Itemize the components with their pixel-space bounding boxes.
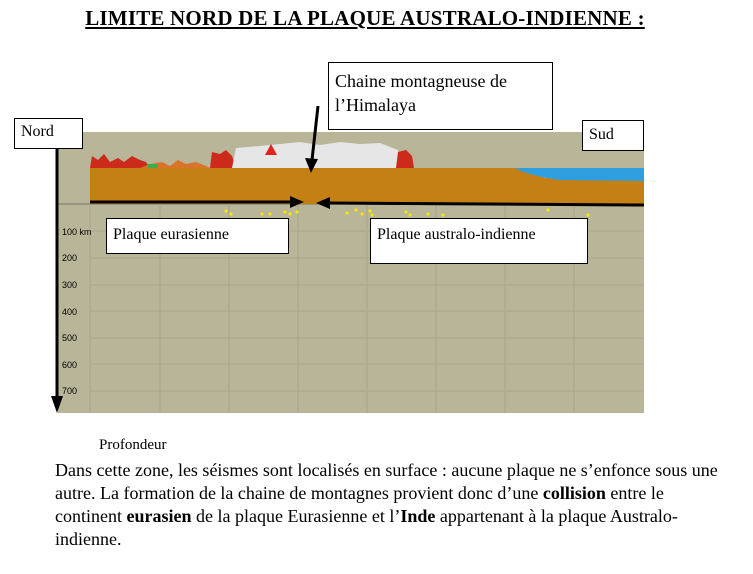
sud-label: Sud [582, 120, 644, 151]
paragraph-text-1: Dans cette zone, les séismes sont localisés en surface : aucune plaque ne s’enfonce sous une autre. La formation de la chaine de montagnes provient donc d’une [55, 460, 718, 503]
eurasian-plate-label: Plaque eurasienne [106, 218, 289, 254]
paragraph-bold-collision: collision [542, 483, 606, 503]
indian-arrow-shaft [328, 203, 644, 205]
depth-axis-label: Profondeur [99, 437, 167, 453]
depth-tick-500: 500 [62, 333, 78, 343]
paragraph-bold-eurasien: eurasien [126, 506, 192, 526]
depth-tick-600: 600 [62, 360, 78, 370]
paragraph-bold-inde: Inde [400, 506, 436, 526]
paragraph-text-3: de la plaque Eurasienne et l’ [191, 506, 401, 526]
depth-tick-300: 300 [62, 280, 78, 290]
depth-tick-100: 100 km [62, 227, 92, 237]
nord-label: Nord [14, 118, 83, 149]
australo-indian-plate-label: Plaque australo-indienne [370, 218, 588, 264]
depth-tick-700: 700 [62, 386, 78, 396]
paragraph-text-4: appartenant à la plaque Australo-indienne. [55, 506, 678, 549]
himalaya-label: Chaine montagneuse de l’Himalaya [328, 62, 553, 130]
explanation-paragraph [55, 459, 735, 551]
paragraph-text-2: entre le continent [55, 483, 664, 526]
depth-tick-200: 200 [62, 253, 78, 263]
page-title: LIMITE NORD DE LA PLAQUE AUSTRALO-INDIENNE : [85, 6, 645, 30]
depth-tick-400: 400 [62, 307, 78, 317]
